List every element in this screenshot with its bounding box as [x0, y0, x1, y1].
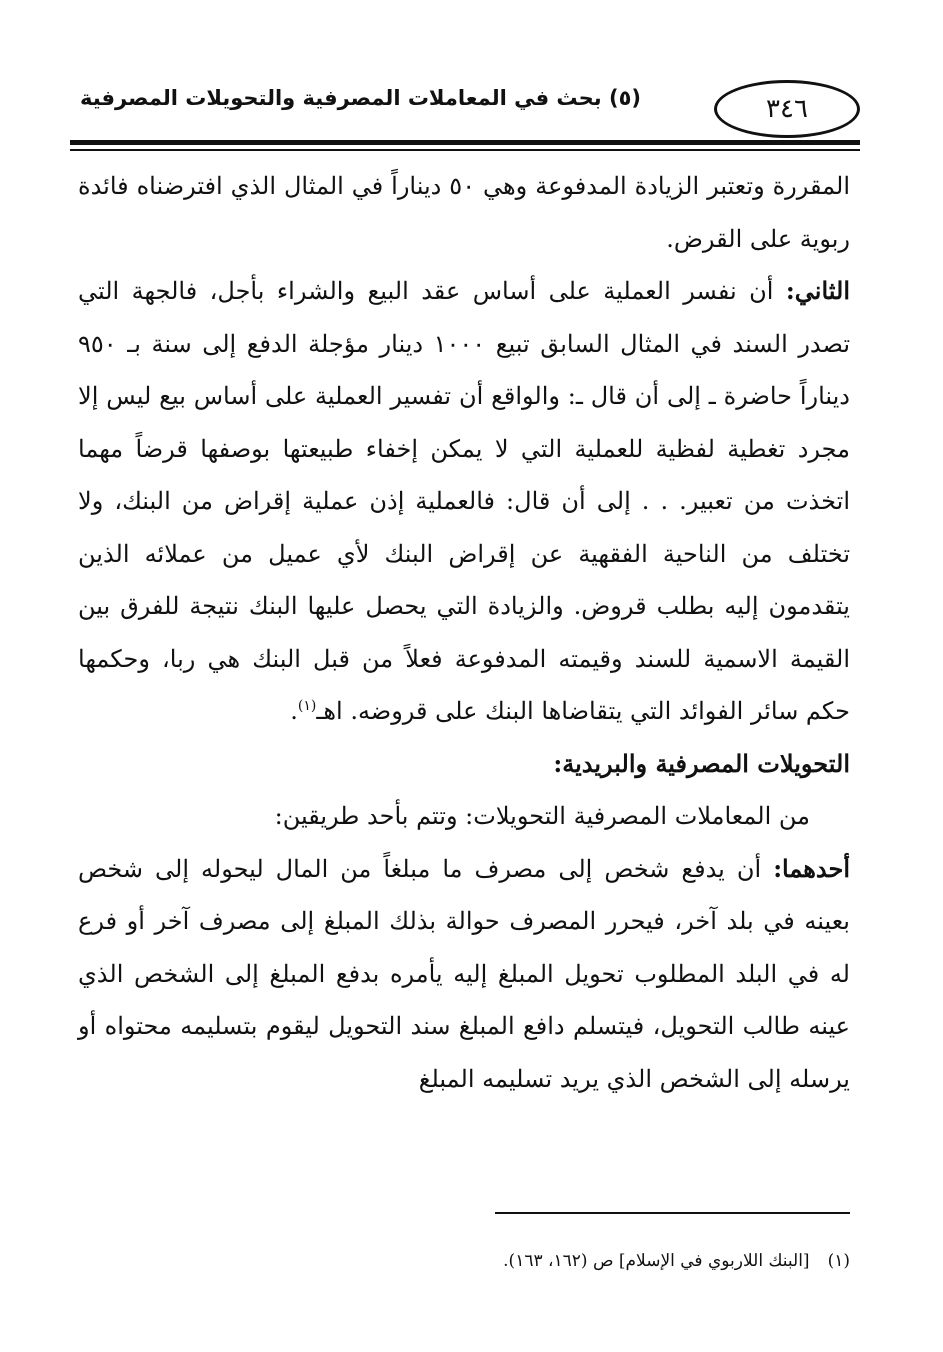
paragraph-2	[78, 265, 850, 738]
header-rule-thick	[70, 140, 860, 145]
paragraph-2-end: .	[290, 697, 298, 725]
page-number: ٣٤٦	[714, 80, 860, 138]
footnote-text: [البنك اللاربوي في الإسلام] ص (١٦٢، ١٦٣).	[503, 1251, 810, 1271]
header-rule-thin	[70, 149, 860, 151]
footnote-number: (١)	[827, 1251, 850, 1271]
footnote-divider	[495, 1212, 850, 1214]
body-text	[78, 160, 850, 1105]
footnote	[90, 1248, 850, 1274]
term-first: أحدهما:	[773, 853, 850, 883]
paragraph-3: من المعاملات المصرفية التحويلات: وتتم بأحد طريقين:	[274, 802, 810, 830]
section-heading: التحويلات المصرفية والبريدية:	[553, 748, 850, 778]
paragraph-4-text: أن يدفع شخص إلى مصرف ما مبلغاً من المال ليحوله إلى شخص بعينه في بلد آخر، فيحرر المصرف حوالة بذلك المبلغ إلى مصرف آخر أو فرع له في البلد المطلوب تحويل المبلغ إليه يأمره بدفع المبلغ إلى الشخص الذي عينه طالب التحويل، فيتسلم دافع المبلغ سند التحويل ليقوم بتسليمه محتواه أو يرسله إلى الشخص الذي يريد تسليمه المبلغ	[78, 854, 850, 1093]
footnote-reference: (١)	[297, 698, 317, 714]
paragraph-1: المقررة وتعتبر الزيادة المدفوعة وهي ٥٠ ديناراً في المثال الذي افترضناه فائدة ربوية على القرض.	[78, 172, 850, 253]
paragraph-4	[78, 843, 850, 1106]
running-title: (٥) بحث في المعاملات المصرفية والتحويلات المصرفية	[80, 86, 641, 110]
term-second: الثاني:	[785, 276, 850, 305]
page-header	[70, 60, 860, 160]
paragraph-2-text: أن نفسر العملية على أساس عقد البيع والشراء بأجل، فالجهة التي تصدر السند في المثال السابق تبيع ١٠٠٠ دينار مؤجلة الدفع إلى سنة بـ ٩٥٠ ديناراً حاضرة ـ إلى أن قال ـ: والواقع أن تفسير العملية على أساس بيع ليس إلا مجرد تغطية لفظية للعملية التي لا يمكن إخفاء طبيعتها بوصفها قرضاً مهما اتخذت من تعبير. . . إلى أن قال: فالعملية إذن عملية إقراض من البنك، ولا تختلف من الناحية الفقهية عن إقراض البنك لأي عميل من عملائه الذين يتقدمون إليه بطلب قروض. والزيادة التي يحصل عليها البنك نتيجة للفرق بين القيمة الاسمية للسند وقيمته المدفوعة فعلاً من قبل البنك هي ربا، وحكمها حكم سائر الفوائد التي يتقاضاها البنك على قروضه. اهـ	[78, 277, 851, 725]
